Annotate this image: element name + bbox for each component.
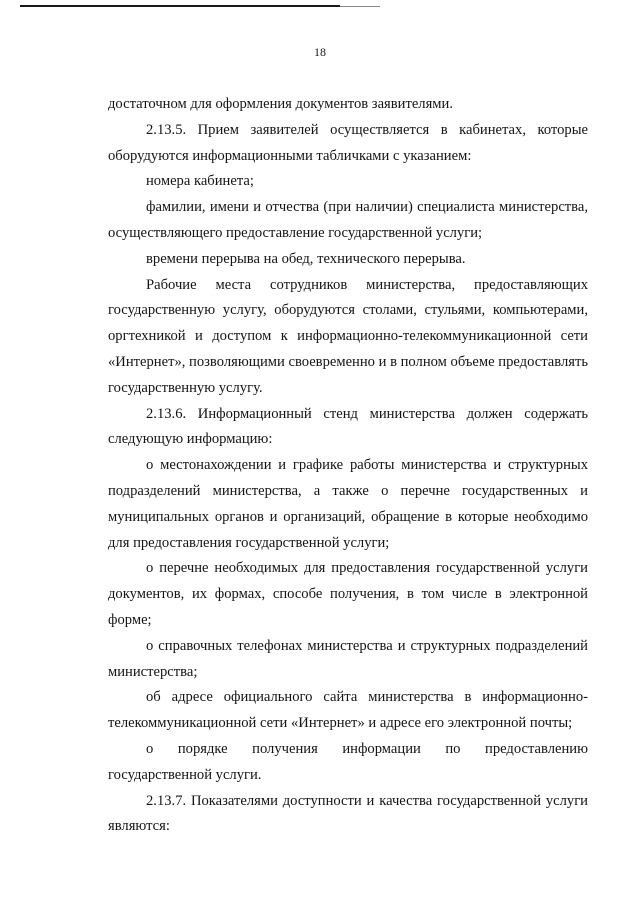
document-body xyxy=(108,92,588,840)
list-item-documents: о перечне необходимых для предоставления государственной услуги документов, их формах, способе получения, в том числе в электронной форме; xyxy=(108,560,588,628)
list-item-website: об адресе официального сайта министерства в информационно-телекоммуникационной сети «Интернет» и адресе его электронной почты; xyxy=(108,689,588,732)
paragraph-2-13-6: 2.13.6. Информационный стенд министерства должен содержать следующую информацию: xyxy=(108,405,588,448)
top-scan-rule-tail xyxy=(340,6,380,7)
list-item-cabinet-number: номера кабинета; xyxy=(146,173,254,190)
paragraph-continuation: достаточном для оформления документов заявителями. xyxy=(108,96,453,112)
top-scan-rule xyxy=(20,5,340,7)
list-item-info-procedure: о порядке получения информации по предоставлению государственной услуги. xyxy=(108,740,588,783)
list-item-phones: о справочных телефонах министерства и структурных подразделений министерства; xyxy=(108,637,588,680)
paragraph-workplaces: Рабочие места сотрудников министерства, предоставляющих государственную услугу, оборудуются столами, стульями, компьютерами, оргтехникой и доступом к информационно-телекоммуникационной сети «Интернет», позволяющими своевременно и в полном объеме предоставлять государственную услугу. xyxy=(108,276,588,396)
list-item-location-schedule: о местонахождении и графике работы министерства и структурных подразделений министерства, а также о перечне государственных и муниципальных органов и организаций, обращение в которые необходимо для предоставления государственной услуги; xyxy=(108,457,588,551)
paragraph-2-13-7: 2.13.7. Показателями доступности и качества государственной услуги являются: xyxy=(108,792,588,835)
page-number: 18 xyxy=(314,45,326,59)
paragraph-2-13-5: 2.13.5. Прием заявителей осуществляется в кабинетах, которые оборудуются информационными табличками с указанием: xyxy=(108,121,588,164)
list-item-specialist-name: фамилии, имени и отчества (при наличии) специалиста министерства, осуществляющего предоставление государственной услуги; xyxy=(108,199,588,241)
list-item-break-time: времени перерыва на обед, технического перерыва. xyxy=(146,250,466,267)
